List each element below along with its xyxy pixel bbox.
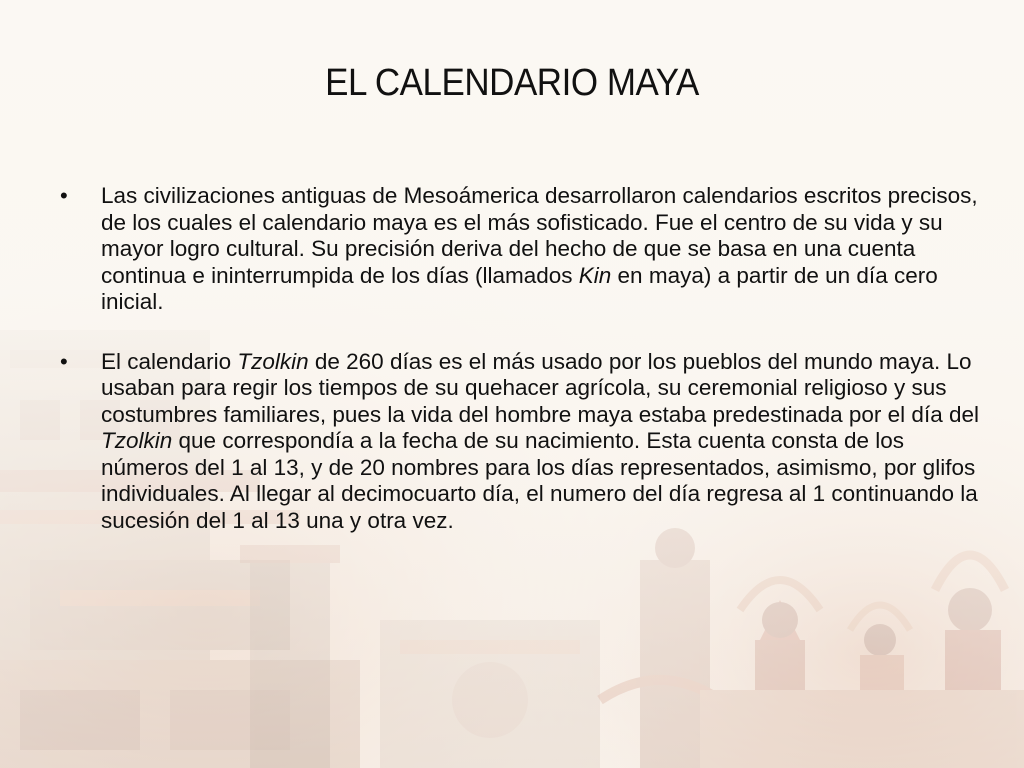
bullet-list [60,183,980,567]
bullet-text: El calendario Tzolkin de 260 días es el más usado por los pueblos del mundo maya. Lo usaban para regir los tiempos de su quehacer agrícola, su ceremonial religioso y sus costumbres familiares, pues la vida del hombre maya estaba predestinada por el día del Tzolkin que correspondía a la fecha de su nacimiento. Esta cuenta consta de los números del 1 al 13, y de 20 nombres para los días representados, asimismo, por glifos individuales. Al llegar al decimocuarto día, el numero del día regresa al 1 continuando la sucesión del 1 al 13 una y otra vez. [101,348,979,533]
term-tzolkin: Tzolkin [237,348,309,374]
term-kin: Kin [578,262,612,288]
bullet-icon: • [60,348,68,374]
bullet-item [60,349,980,535]
bullet-icon: • [60,183,68,208]
bullet-item [60,183,980,316]
bullet-text: Las civilizaciones antiguas de Mesoámerica desarrollaron calendarios escritos precisos, de los cuales el calendario maya es el más sofisticado. Fue el centro de su vida y su mayor logro cultural. Su precisión deriva del hecho de que se basa en una cuenta continua e ininterrumpida de los días (llamados Kin en maya) a partir de un día cero inicial. [101,183,978,314]
term-tzolkin: Tzolkin [101,428,173,453]
slide-title: EL CALENDARIO MAYA [325,62,699,104]
